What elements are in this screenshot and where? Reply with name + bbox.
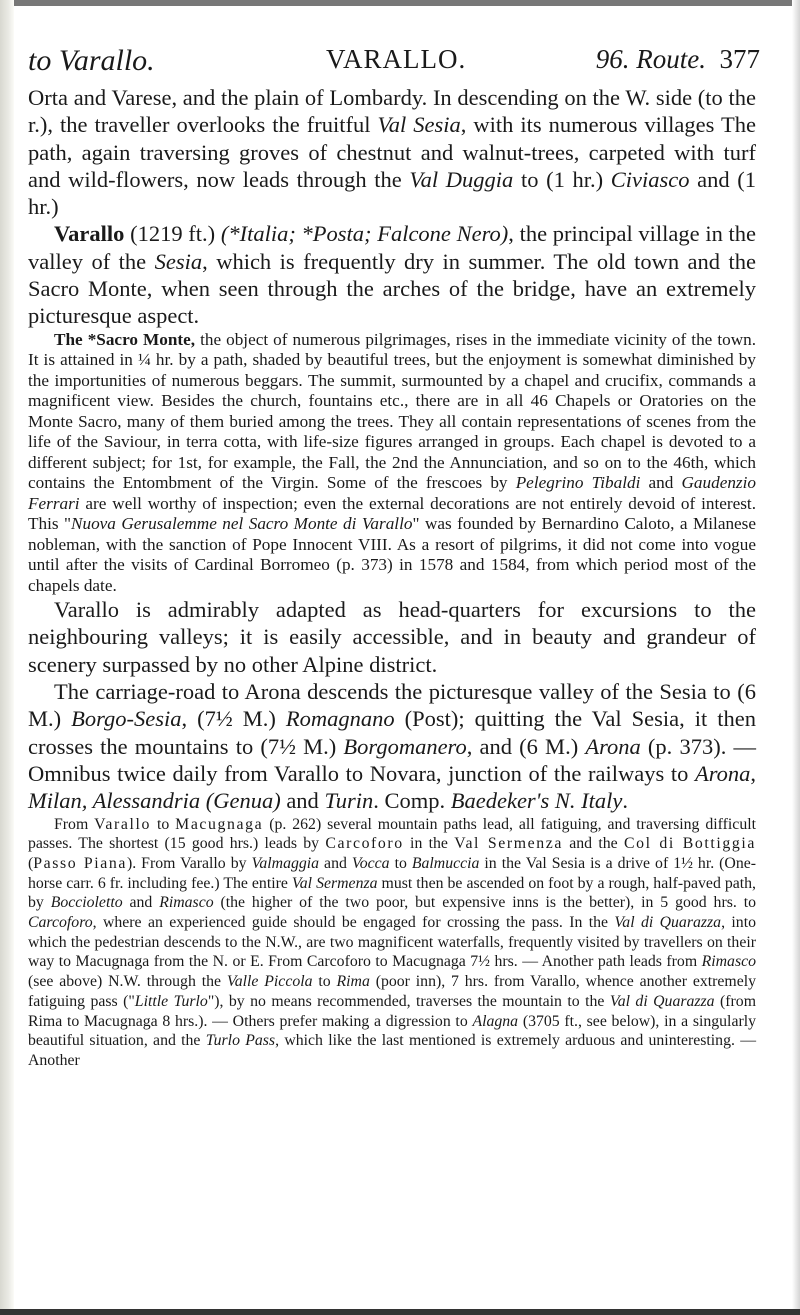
header-title: VARALLO. — [326, 44, 467, 74]
paragraph-sacro-monte: The *Sacro Monte, the object of numerous pilgrimages, rises in the immediate vicinity of the town. It is attained in ¼ hr. by a path, shaded by beautiful trees, but the enjoyment is somewhat diminished by the importunities of numerous beggars. The summit, surmounted by a chapel and crucifix, commands a magnificent view. Besides the church, fountains etc., there are in all 46 Chapels or Oratories on the Monte Sacro, many of them buried among the trees. They all contain representations of scenes from the life of the Saviour, in terra cotta, with life-size figures arranged in groups. Each chapel is devoted to a different subject; for 1st, for example, the Fall, the 2nd the Annunciation, and so on to the 46th, which contains the Entombment of the Virgin. Some of the frescoes by Pelegrino Tibaldi and Gaudenzio Ferrari are well worthy of inspection; even the external decorations are not entirely devoid of interest. This "Nuova Gerusalemme nel Sacro Monte di Varallo" was founded by Bernardino Caloto, a Milanese nobleman, with the sanction of Pope Innocent VIII. As a resort of pilgrims, it did not come into vogue until after the visits of Cardinal Borromeo (p. 373) in 1578 and 1584, from which period most of the chapels date. — [28, 329, 756, 595]
running-header — [28, 44, 772, 80]
paragraph-headquarters: Varallo is admirably adapted as head-quarters for excursions to the neighbouring valleys; it is easily accessible, and in beauty and grandeur of scenery surpassed by no other Alpine district. — [28, 597, 756, 677]
top-page-edge — [0, 0, 800, 6]
binding-strip — [0, 0, 14, 1315]
page-body — [28, 84, 756, 1071]
paragraph-mountain-paths: From Varallo to Macugnaga (p. 262) several mountain paths lead, all fatiguing, and traversing difficult passes. The shortest (15 good hrs.) leads by Carcoforo in the Val Sermenza and the Col di Bottiggia (Passo Piana). From Varallo by Valmaggia and Vocca to Balmuccia in the Val Sesia is a drive of 1½ hr. (One-horse carr. 6 fr. including fee.) The entire Val Sermenza must then be ascended on foot by a rough, half-paved path, by Boccioletto and Rimasco (the higher of the two poor, but expensive inns is the better), in 5 good hrs. to Carcoforo, where an experienced guide should be engaged for crossing the pass. In the Val di Quarazza, into which the pedestrian descends to the N.W., are two magnificent waterfalls, frequently visited by travellers on their way to Macugnaga from the N. or E. From Carcoforo to Macugnaga 7½ hrs. — Another path leads from Rimasco (see above) N.W. through the Valle Piccola to Rima (poor inn), 7 hrs. from Varallo, whence another extremely fatiguing pass ("Little Turlo"), by no means recommended, traverses the mountain to the Val di Quarazza (from Rima to Macugnaga 8 hrs.). — Others prefer making a digression to Alagna (3705 ft., see below), in a singularly beautiful situation, and the Turlo Pass, which like the last mentioned is extremely arduous and uninteresting. — Another — [28, 815, 757, 1069]
book-page — [28, 44, 772, 1069]
paragraph-orta: Orta and Varese, and the plain of Lombardy. In descending on the W. side (to the r.), the traveller overlooks the fruitful Val Sesia, with its numerous villages The path, again traversing groves of chestnut and walnut-trees, carpeted with turf and wild-flowers, now leads through the Val Duggia to (1 hr.) Civiasco and (1 hr.) — [28, 85, 756, 220]
header-route: 96. Route. — [595, 44, 706, 74]
paragraph-varallo: Varallo (1219 ft.) (*Italia; *Posta; Falcone Nero), the principal village in the valley of the Sesia, which is frequently dry in summer. The old town and the Sacro Monte, when seen through the arches of the bridge, have an extremely picturesque aspect. — [28, 221, 756, 329]
bottom-page-edge — [0, 1309, 800, 1315]
header-right — [596, 44, 760, 75]
page-number: 377 — [719, 44, 760, 74]
paragraph-carriage-road: The carriage-road to Arona descends the picturesque valley of the Sesia to (6 M.) Borgo-Sesia, (7½ M.) Romagnano (Post); quitting the Val Sesia, it then crosses the mountains to (7½ M.) Borgomanero, and (6 M.) Arona (p. 373). — Omnibus twice daily from Varallo to Novara, junction of the railways to Arona, Milan, Alessandria (Genua) and Turin. Comp. Baedeker's N. Italy. — [28, 679, 757, 814]
right-page-edge — [792, 0, 800, 1315]
header-left: to Varallo. — [28, 44, 155, 77]
